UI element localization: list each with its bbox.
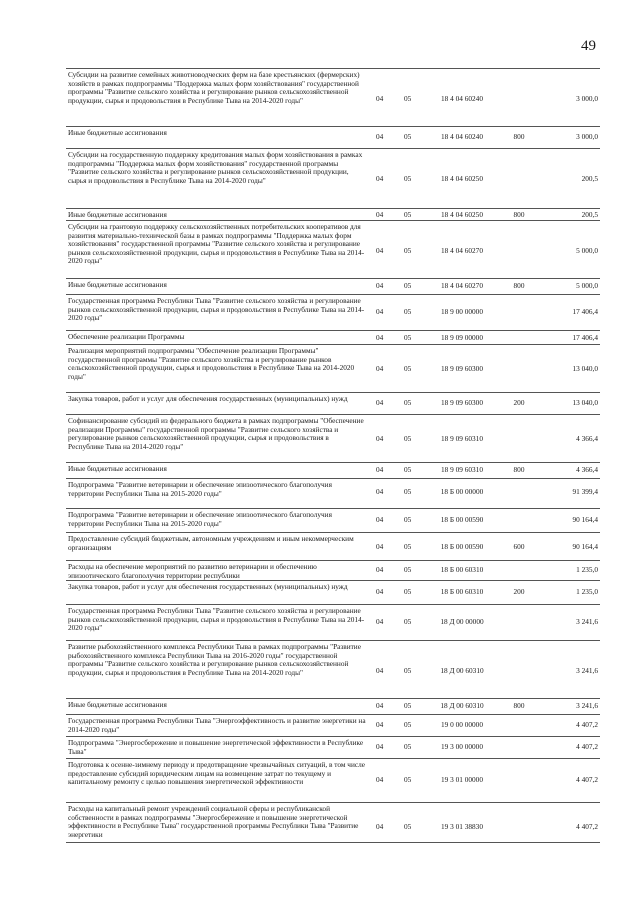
table-row: [66, 463, 600, 479]
row-description: Государственная программа Республики Тыва "Развитие сельского хозяйства и регулирование рынков сельскохозяйственной продукции, сырья и продовольствия в Республике Тыва на 2014-2020 годы": [68, 296, 365, 323]
row-pr: 05: [404, 587, 412, 596]
table-row: [66, 209, 600, 221]
table-row: [66, 641, 600, 699]
row-cs: 18 9 09 60310: [441, 465, 483, 474]
row-description: Иные бюджетные ассигнования: [68, 700, 167, 709]
row-pr: 05: [404, 465, 412, 474]
row-cs: 18 9 09 60310: [441, 434, 483, 443]
row-sum: 200,5: [581, 210, 598, 219]
row-cs: 18 Д 00 60310: [440, 701, 484, 710]
row-cs: 18 4 04 60270: [441, 246, 483, 255]
row-sum: 17 406,4: [572, 333, 598, 342]
row-pr: 05: [404, 132, 412, 141]
row-pr: 05: [404, 720, 412, 729]
row-rz: 04: [376, 617, 384, 626]
row-cs: 19 3 01 38830: [441, 822, 483, 831]
row-vr: 800: [513, 210, 525, 219]
row-vr: 600: [513, 542, 525, 551]
row-cs: 18 4 04 60240: [441, 132, 483, 141]
row-vr: 200: [513, 398, 525, 407]
row-description: Закупка товаров, работ и услуг для обеспечения государственных (муниципальных) нужд: [68, 394, 348, 403]
table-row: [66, 345, 600, 393]
budget-table: [66, 68, 600, 839]
row-sum: 1 235,0: [576, 565, 598, 574]
row-description: Субсидии на грантовую поддержку сельскохозяйственных потребительских кооперативов для развития материально-технической базы в рамках подпрограммы "Поддержка малых форм хозяйствования" государственной программы "Развитие сельского хозяйства и регулирование рынков сельскохозяйственной продукции, сырья и продовольствия в Республике Тыва на 2014-2020 годы": [68, 222, 365, 266]
row-rz: 04: [376, 515, 384, 524]
row-rz: 04: [376, 487, 384, 496]
row-cs: 18 Б 00 00000: [440, 487, 484, 496]
table-row: [66, 127, 600, 149]
row-rz: 04: [376, 132, 384, 141]
row-cs: 18 9 09 60300: [441, 398, 483, 407]
row-pr: 05: [404, 822, 412, 831]
table-row: [66, 69, 600, 127]
row-sum: 200,5: [581, 174, 598, 183]
row-description: Подпрограмма "Энергосбережение и повышение энергетической эффективности в Республике Тыва": [68, 738, 364, 756]
row-rz: 04: [376, 822, 384, 831]
table-row: [66, 509, 600, 533]
row-vr: 800: [513, 132, 525, 141]
row-description: Обеспечение реализации Программы: [68, 332, 185, 341]
row-rz: 04: [376, 587, 384, 596]
row-sum: 3 241,6: [576, 701, 598, 710]
row-description: Иные бюджетные ассигнования: [68, 464, 167, 473]
row-pr: 05: [404, 398, 412, 407]
table-row: [66, 737, 600, 759]
row-description: Предоставление субсидий бюджетным, автономным учреждениям и иным некоммерческим организациям: [68, 534, 354, 552]
row-pr: 05: [404, 281, 412, 290]
row-cs: 19 3 00 00000: [441, 742, 483, 751]
table-row: [66, 221, 600, 279]
row-rz: 04: [376, 465, 384, 474]
row-rz: 04: [376, 94, 384, 103]
row-description: Закупка товаров, работ и услуг для обеспечения государственных (муниципальных) нужд: [68, 582, 348, 591]
row-description: Государственная программа Республики Тыва "Энергоэффективность и развитие энергетики на 2014-2020 годы": [68, 716, 366, 734]
row-pr: 05: [404, 666, 412, 675]
row-pr: 05: [404, 515, 412, 524]
row-pr: 05: [404, 617, 412, 626]
table-row: [66, 605, 600, 641]
row-cs: 18 4 04 60270: [441, 281, 483, 290]
row-sum: 4 407,2: [576, 742, 598, 751]
row-sum: 4 366,4: [576, 434, 598, 443]
row-sum: 1 235,0: [576, 587, 598, 596]
row-pr: 05: [404, 333, 412, 342]
row-vr: 800: [513, 701, 525, 710]
row-rz: 04: [376, 720, 384, 729]
row-cs: 19 0 00 00000: [441, 720, 483, 729]
row-pr: 05: [404, 94, 412, 103]
table-row: [66, 149, 600, 209]
row-cs: 18 4 04 60250: [441, 174, 483, 183]
row-rz: 04: [376, 742, 384, 751]
row-pr: 05: [404, 565, 412, 574]
row-description: Иные бюджетные ассигнования: [68, 128, 167, 137]
row-rz: 04: [376, 775, 384, 784]
row-sum: 90 164,4: [572, 542, 598, 551]
row-pr: 05: [404, 364, 412, 373]
row-pr: 05: [404, 742, 412, 751]
row-sum: 3 241,6: [576, 666, 598, 675]
row-sum: 5 000,0: [576, 281, 598, 290]
row-rz: 04: [376, 210, 384, 219]
row-description: Подпрограмма "Развитие ветеринарии и обеспечение эпизоотического благополучия территории Республики Тыва на 2015-2020 годы": [68, 480, 332, 498]
row-pr: 05: [404, 210, 412, 219]
row-pr: 05: [404, 487, 412, 496]
table-row: [66, 393, 600, 415]
row-description: Реализация мероприятий подпрограммы "Обеспечение реализации Программы" государственной программы "Развитие сельского хозяйства и регулирование рынков сельскохозяйственной продукции, сырья и продовольствия в Республике Тыва на 2014-2020 годы": [68, 346, 355, 381]
row-rz: 04: [376, 398, 384, 407]
row-cs: 18 4 04 60240: [441, 94, 483, 103]
row-vr: 200: [513, 587, 525, 596]
row-pr: 05: [404, 542, 412, 551]
row-cs: 18 4 04 60250: [441, 210, 483, 219]
row-cs: 19 3 01 00000: [441, 775, 483, 784]
row-rz: 04: [376, 701, 384, 710]
row-sum: 13 040,0: [572, 364, 598, 373]
row-rz: 04: [376, 542, 384, 551]
row-rz: 04: [376, 565, 384, 574]
row-sum: 5 000,0: [576, 246, 598, 255]
row-description: Развитие рыбохозяйственного комплекса Республики Тыва в рамках подпрограммы "Развитие рыбохозяйственного комплекса Республики Тыва на 2016-2020 годы" государственной программы "Развитие сельского хозяйства и регулирование рынков сельскохозяйственной продукции, сырья и продовольствия в Республике Тыва на 2014-2020 годы": [68, 642, 361, 677]
row-cs: 18 Д 00 60310: [440, 666, 484, 675]
row-description: Иные бюджетные ассигнования: [68, 210, 167, 219]
row-rz: 04: [376, 307, 384, 316]
row-sum: 3 241,6: [576, 617, 598, 626]
row-pr: 05: [404, 307, 412, 316]
table-row: [66, 533, 600, 561]
row-vr: 800: [513, 281, 525, 290]
row-rz: 04: [376, 333, 384, 342]
row-description: Расходы на обеспечение мероприятий по развитию ветеринарии и обеспечению эпизоотического благополучия территории республики: [68, 562, 317, 580]
row-sum: 4 366,4: [576, 465, 598, 474]
row-sum: 91 399,4: [572, 487, 598, 496]
table-row: [66, 759, 600, 803]
table-row: [66, 479, 600, 509]
row-description: Субсидии на государственную поддержку кредитования малых форм хозяйствования в рамках подпрограммы "Поддержка малых форм хозяйствования" государственной программы "Развитие сельского хозяйства и регулирование рынков сельскохозяйственной продукции, сырья и продовольствия в Республике Тыва на 2014-2020 годы": [68, 150, 363, 185]
row-cs: 18 9 00 00000: [441, 307, 483, 316]
row-cs: 18 9 09 60300: [441, 364, 483, 373]
row-description: Подготовка к осенне-зимнему периоду и предотвращение чрезвычайных ситуаций, в том числе предоставление субсидий юридическим лицам на возмещение затрат по текущему и капитальному ремонту с целью повышения энергетической эффективности: [68, 760, 365, 787]
row-pr: 05: [404, 174, 412, 183]
row-cs: 18 Б 00 00590: [440, 542, 484, 551]
row-pr: 05: [404, 775, 412, 784]
row-sum: 3 000,0: [576, 132, 598, 141]
table-row: [66, 561, 600, 581]
table-row: [66, 279, 600, 295]
row-rz: 04: [376, 364, 384, 373]
row-sum: 90 164,4: [572, 515, 598, 524]
row-cs: 18 Б 00 60310: [440, 565, 484, 574]
row-sum: 4 407,2: [576, 822, 598, 831]
row-sum: 13 040,0: [572, 398, 598, 407]
row-rz: 04: [376, 246, 384, 255]
row-vr: 800: [513, 465, 525, 474]
row-pr: 05: [404, 434, 412, 443]
row-rz: 04: [376, 434, 384, 443]
row-sum: 4 407,2: [576, 775, 598, 784]
table-row: [66, 699, 600, 715]
page-number: 49: [581, 38, 596, 54]
row-cs: 18 Б 00 60310: [440, 587, 484, 596]
row-sum: 4 407,2: [576, 720, 598, 729]
row-pr: 05: [404, 246, 412, 255]
table-row: [66, 715, 600, 737]
row-rz: 04: [376, 174, 384, 183]
row-description: Иные бюджетные ассигнования: [68, 280, 167, 289]
table-row: [66, 295, 600, 331]
row-description: Субсидии на развитие семейных животноводческих ферм на базе крестьянских (фермерских) хозяйств в рамках подпрограммы "Поддержка малых форм хозяйствования" государственной программы "Развитие сельского хозяйства и регулирование рынков сельскохозяйственной продукции, сырья и продовольствия в Республике Тыва на 2014-2020 годы": [68, 70, 360, 105]
row-cs: 18 Б 00 00590: [440, 515, 484, 524]
row-sum: 3 000,0: [576, 94, 598, 103]
row-cs: 18 Д 00 00000: [440, 617, 484, 626]
table-row: [66, 803, 600, 843]
row-cs: 18 9 09 00000: [441, 333, 483, 342]
table-row: [66, 581, 600, 605]
table-row: [66, 331, 600, 345]
row-description: Государственная программа Республики Тыва "Развитие сельского хозяйства и регулирование рынков сельскохозяйственной продукции, сырья и продовольствия в Республике Тыва на 2014-2020 годы": [68, 606, 365, 633]
row-pr: 05: [404, 701, 412, 710]
row-rz: 04: [376, 281, 384, 290]
row-description: Расходы на капитальный ремонт учреждений социальной сферы и республиканской собственности в рамках подпрограммы "Энергосбережение и повышение энергетической эффективности в Республике Тыва" государственной программы Республики Тыва "Развитие энергетики: [68, 804, 359, 839]
row-sum: 17 406,4: [572, 307, 598, 316]
table-row: [66, 415, 600, 463]
row-description: Софинансирование субсидий из федерального бюджета в рамках подпрограммы "Обеспечение реализации Программы" государственной программы "Развитие сельского хозяйства и регулирование рынков сельскохозяйственной продукции, сырья и продовольствия в Республике Тыва на 2014-2020 годы": [68, 416, 364, 451]
row-rz: 04: [376, 666, 384, 675]
row-description: Подпрограмма "Развитие ветеринарии и обеспечение эпизоотического благополучия территории Республики Тыва на 2015-2020 годы": [68, 510, 332, 528]
